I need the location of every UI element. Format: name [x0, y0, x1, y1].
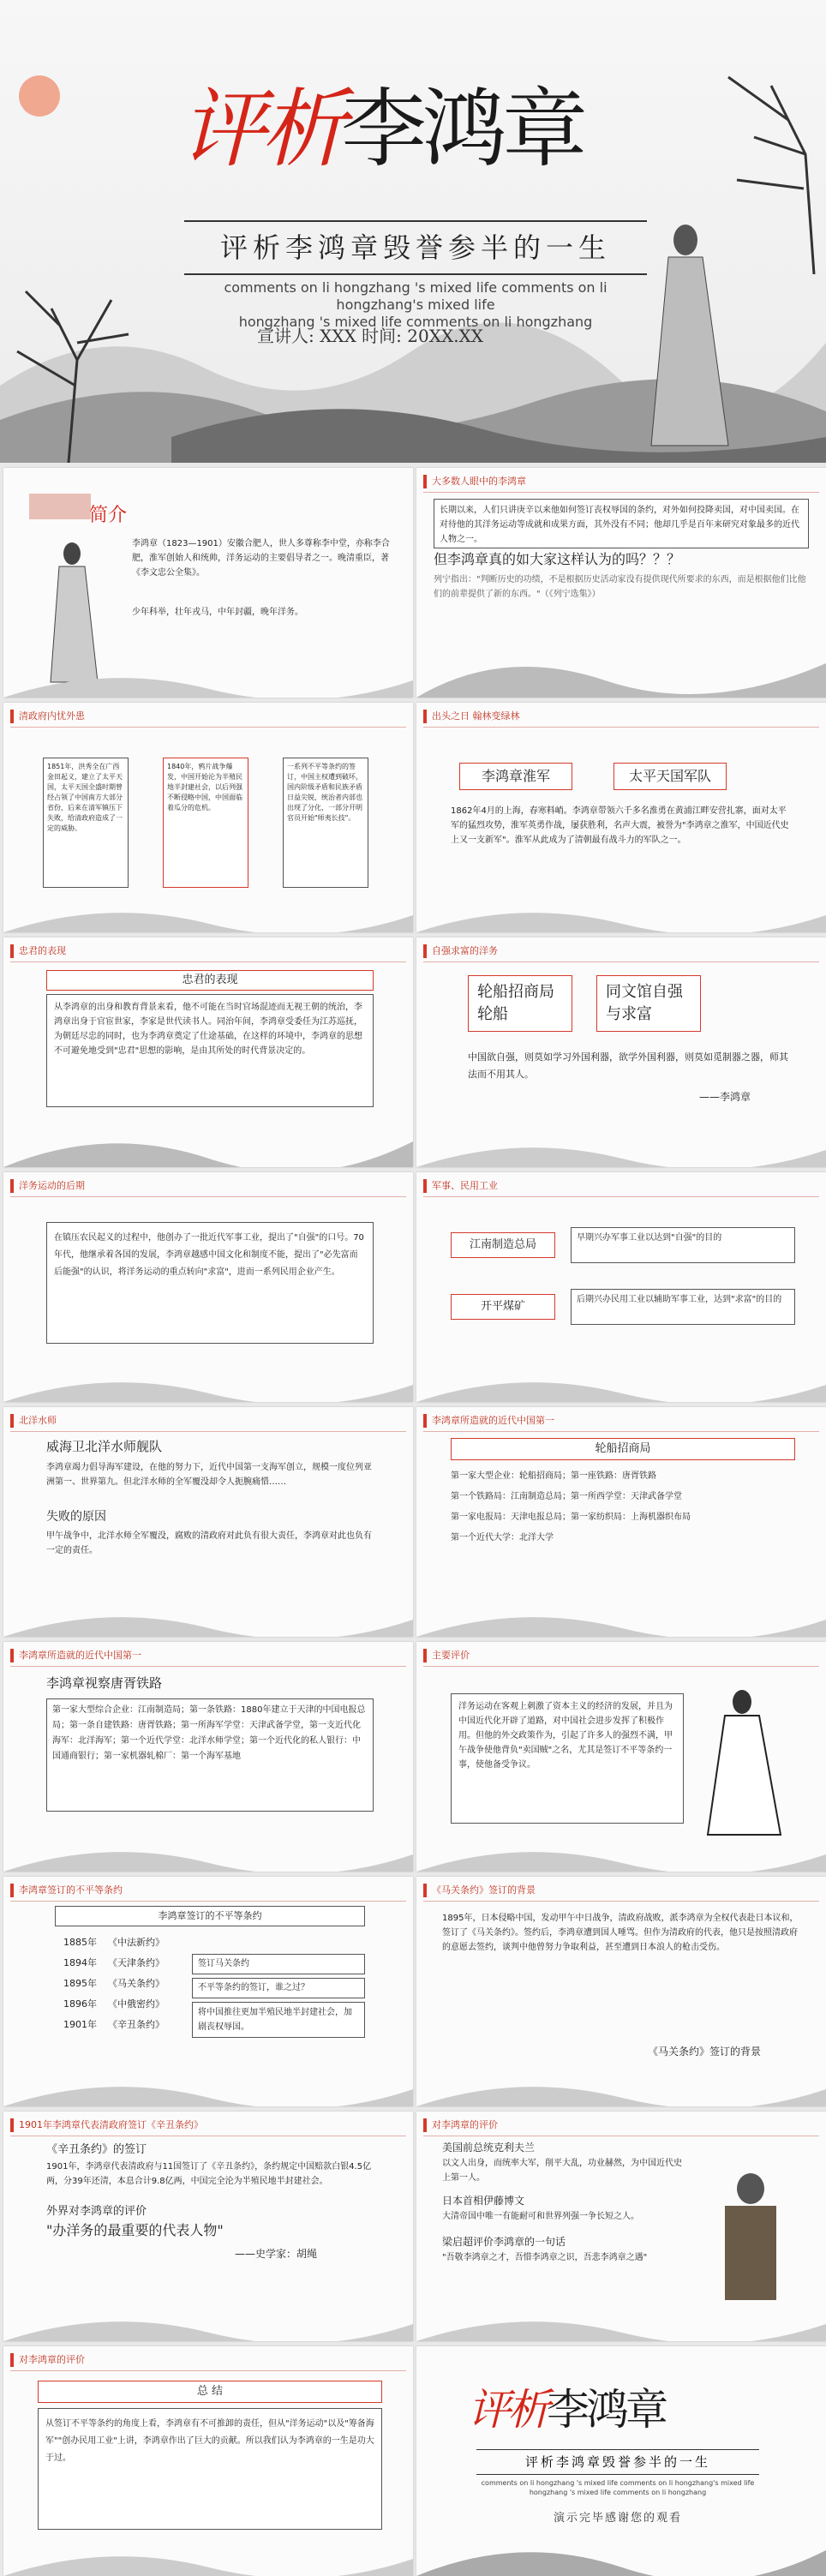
hills [3, 2542, 413, 2576]
slide-header [3, 2118, 413, 2134]
title-box: 总 结 [38, 2381, 382, 2403]
tag-kaiping: 开平煤矿 [451, 1294, 555, 1320]
column-box-3: 一系列不平等条约的签订，中国主权遭到破坏，国内阶级矛盾和民族矛盾日益尖锐，统治者内部也出现了分化，一部分开明官员开始"师夷长技"。 [283, 758, 368, 888]
header-title: 李鸿章所造就的近代中国第一 [432, 1415, 554, 1426]
treaty-year: 1896年 [63, 1998, 97, 2010]
header-title: 军事、民用工业 [432, 1180, 498, 1191]
header-title: 洋务运动的后期 [19, 1180, 85, 1191]
slide-summary [3, 2346, 413, 2576]
content-box: 从签订不平等条约的角度上看，李鸿章有不可推卸的责任，但从"洋务运动"以及"筹备海军""创办民用工业"上讲，李鸿章作出了巨大的贡献。所以我们认为李鸿章的一生是功大于过。 [38, 2408, 382, 2530]
slide-header [416, 1884, 826, 1899]
opinion-ito: 日本首相伊藤博文 [442, 2195, 525, 2207]
slide-header [416, 1649, 826, 1664]
slide-evaluation [416, 1642, 826, 1872]
slide-intro [3, 468, 413, 698]
slide-treaties [3, 1877, 413, 2106]
opinion-cleveland: 美国前总统克利夫兰 [442, 2142, 536, 2154]
column-box-2: 1840年，鸦片战争爆发，中国开始沦为半殖民地半封建社会，以后列强不断侵略中国，中国面临着瓜分的危机。 [163, 758, 248, 888]
hills [3, 898, 413, 932]
content-box: 第一家大型综合企业：江南制造局；第一条铁路：1880年建立于天津的中国电报总局；第一条自建铁路：唐胥铁路；第一所海军学堂：天津武备学堂，第一支近代化海军：北洋海军；第一个近代学堂：北洋水师学堂；第一个近代化的私人银行：中国通商银行；第一家机器轧棉厂：第一个海军基地 [46, 1698, 374, 1812]
hills [3, 1124, 413, 1167]
fleet-text: 李鸿章竭力倡导海军建设，在他的努力下，近代中国第一支海军创立，规模一度位列亚洲第一、世界第九。但北洋水师的全军覆没却令人扼腕痛惜…… [46, 1463, 372, 1487]
header-title: 出头之日 翰林变绿林 [432, 710, 520, 722]
treaty-year: 1894年 [63, 1957, 97, 1968]
slide-boxer-protocol [3, 2112, 413, 2341]
english-line-1: comments on li hongzhang 's mixed life comments on li hongzhang's mixed life [224, 279, 608, 313]
protocol-text: 1901年，李鸿章代表清政府与11国签订了《辛丑条约》，条约规定中国赔款白银4.5亿两，分39年还清，本息合计9.8亿两，中国完全沦为半殖民地半封建社会。 [46, 2162, 372, 2186]
treaty-name: 《中法新约》 [108, 1937, 165, 1948]
treaty-name: 《天津条约》 [108, 1957, 165, 1968]
slide-header [416, 944, 826, 960]
text-box-1: 早期兴办军事工业以达到"自强"的目的 [571, 1227, 795, 1263]
hills [416, 1837, 826, 1872]
note-box-3: 将中国推往更加半殖民地半封建社会，加剧丧权辱国。 [192, 2002, 365, 2038]
slide-header [416, 1179, 826, 1195]
table-title-box: 李鸿章签订的不平等条约 [55, 1906, 365, 1926]
sun-icon [19, 75, 60, 117]
title-box: 忠君的表现 [46, 970, 374, 991]
caption: 《马关条约》签订的背景 [648, 2046, 762, 2058]
opinion-ito-text: 大清帝国中唯一有能耐可和世界列强一争长短之人。 [442, 2212, 639, 2221]
failure-title: 失败的原因 [46, 1510, 106, 1524]
hills [416, 638, 826, 698]
slide-header [3, 1884, 413, 1899]
content-box: 洋务运动在客观上刺激了资本主义的经济的发展，并且为中国近代化开辟了道路，对中国社会进步发挥了积极作用。但他的外交政策作为，引起了许多人的强烈不满，甲午战争使他背负"卖国贼"之名，尤其是签订不平等条约一事，使他备受争议。 [451, 1693, 684, 1824]
hills [3, 663, 413, 698]
background-text: 1895年，日本侵略中国，发动甲午中日战争，清政府战败，派李鸿章为全权代表赴日本议和，签订了《马关条约》。签约后，李鸿章遭到国人唾骂。但作为清政府的代表，他只是按照清政府的意愿去签约，谈判中他曾努力争取利益，甚至遭到日本浪人的枪击受伤。 [442, 1914, 799, 1952]
header-title: 主要评价 [432, 1650, 470, 1661]
treaty-name: 《马关条约》 [108, 1978, 165, 1989]
slide-header [3, 1179, 413, 1195]
ending-english: comments on li hongzhang 's mixed life comments on li hongzhang's mixed life hongzhang 's mixed life comments on li hongzhang [481, 2479, 755, 2496]
tag-taiping: 太平天国军队 [614, 763, 727, 790]
header-title: 北洋水师 [19, 1415, 57, 1426]
english-line-2: hongzhang 's mixed life comments on li hongzhang [238, 314, 593, 330]
slide-later-stage [3, 1172, 413, 1402]
presenter-info: 宣讲人: XXX 时间: 20XX.XX [257, 326, 484, 346]
railway-title: 李鸿章视察唐胥铁路 [46, 1675, 163, 1691]
heading-bg [29, 494, 91, 519]
slide-header [3, 944, 413, 960]
first-item-1: 第一家大型企业：轮船招商局；第一座铁路：唐胥铁路 [451, 1471, 656, 1481]
failure-text: 甲午战争中，北洋水师全军覆没，腐败的清政府对此负有很大责任，李鸿章对此也负有一定的责任。 [46, 1531, 372, 1555]
fleet-title: 威海卫北洋水师舰队 [46, 1439, 163, 1454]
figure-illustration [617, 214, 754, 463]
protocol-title: 《辛丑条约》的签订 [46, 2143, 147, 2156]
outside-eval-title: 外界对李鸿章的评价 [46, 2205, 147, 2218]
note-box-1: 签订马关条约 [192, 1954, 365, 1974]
hills [416, 1133, 826, 1167]
intro-heading: 简介 [89, 505, 128, 526]
content-box: 在镇压农民起义的过程中，他创办了一批近代军事工业，提出了"自强"的口号。70年代，他继承着各国的发展，李鸿章越感中国文化和制度不能，提出了"必先富而后能强"的认识，将洋务运动的重点转向"求富"，进而一系列民用企业产生。 [46, 1222, 374, 1344]
hills [3, 1368, 413, 1402]
cover-tree-left [0, 257, 154, 463]
slide-header [3, 2353, 413, 2369]
event-text: 1862年4月的上海，春寒料峭。李鸿章带领六千多名淮勇在黄浦江畔安营扎寨，面对太平军的猛烈攻势，淮军英勇作战，屡获胜利，名声大震，被誉为"李鸿章之淮军，中国近代史上又一支新军"。淮军从此成为了清朝最有战斗力的军队之一。 [451, 806, 789, 845]
quote-text: 列宁指出："判断历史的功绩，不是根据历史活动家没有提供现代所要求的东西，而是根据他们比他们的前辈提供了新的东西。"（《列宁选集》） [434, 575, 806, 599]
hills [3, 2307, 413, 2341]
intro-text-2: 少年科举，壮年戎马，中年封疆，晚年洋务。 [132, 608, 303, 617]
header-title: 清政府内忧外患 [19, 710, 85, 722]
content-box: 从李鸿章的出身和教育背景来看，他不可能在当时官场混迹而无视王朝的统治，李鸿章出身于官宦世家，李家是世代读书人。同治年间，李鸿章受委任为江苏巡抚，为朝廷尽忠的同时，也为李鸿章奠定了仕途基础，在这样的环境中，李鸿章的思想不可避免地受到"忠君"思想的影响，是由其所处的时代背景决定的。 [46, 994, 374, 1107]
tag-jiangnan: 江南制造总局 [451, 1232, 555, 1258]
slide-header [3, 1649, 413, 1664]
eval-sign: ——史学家：胡绳 [235, 2248, 318, 2260]
opinion-liang: 梁启超评价李鸿章的一句话 [442, 2236, 566, 2248]
slide-firsts [416, 1407, 826, 1637]
title-red: 评析 [180, 79, 341, 179]
hills [416, 1368, 826, 1402]
opinion-liang-text: "吾敬李鸿章之才，吾惜李鸿章之识，吾悲李鸿章之遇" [442, 2253, 648, 2262]
cover-slide [0, 0, 826, 463]
first-item-3: 第一家电报局：天津电报总局；第一家纺织局：上海机器织布局 [451, 1513, 691, 1522]
title-box: 轮船招商局 [451, 1438, 795, 1460]
para-text: 长期以来，人们只讲庚辛以来他如何签订丧权辱国的条约，对外如何投降卖国，对中国卖国。在对待他的其洋务运动等成就和成果方面，其外没有不同；他却几乎是百年来研究对象最多的近代人物之一。 [440, 506, 799, 544]
slide-ending [416, 2346, 826, 2576]
slide-self-strength [416, 938, 826, 1167]
hills [416, 2072, 826, 2106]
header-title: 大多数人眼中的李鸿章 [432, 476, 526, 487]
cover-title [180, 60, 583, 183]
header-title: 李鸿章签订的不平等条约 [19, 1884, 123, 1896]
slide-crisis [3, 703, 413, 932]
slide-loyalty [3, 938, 413, 1167]
intro-text: 李鸿章（1823—1901）安徽合肥人，世人多尊称李中堂，亦称李合肥，淮军创始人和统帅，洋务运动的主要倡导者之一。晚清重臣，著《李文忠公全集》。 [132, 539, 390, 578]
eval-quote: "办洋务的最重要的代表人物" [46, 2222, 224, 2238]
header-title: 对李鸿章的评价 [432, 2119, 498, 2130]
treaty-year: 1901年 [63, 2019, 97, 2030]
header-title: 《马关条约》签订的背景 [432, 1884, 536, 1896]
column-box-1: 1851年，洪秀全在广西金田起义，建立了太平天国，太平天国全盛时期曾经占领了中国南方大部分省份，后来在清军镇压下失败，给清政府造成了一定的威胁。 [43, 758, 129, 888]
figure-illustration [699, 2163, 802, 2309]
title-black: 李鸿章 [341, 79, 583, 179]
tag-huai: 李鸿章淮军 [459, 763, 572, 790]
ending-subtitle: 评析李鸿章毁誉参半的一生 [476, 2449, 759, 2475]
hills [3, 1837, 413, 1872]
slide-header [416, 1414, 826, 1429]
slide-header [3, 710, 413, 725]
hills [416, 1603, 826, 1637]
opinion-cleveland-text: 以文人出身，而统率大军，削平大乱，功业赫然，为中国近代史上第一人。 [442, 2159, 682, 2183]
header-title: 1901年李鸿章代表清政府签订《辛丑条约》 [19, 2119, 203, 2130]
ending-title [468, 2375, 665, 2437]
question-text: 但李鸿章真的如大家这样认为的吗？？？ [434, 551, 681, 567]
text-box-2: 后期兴办民用工业以辅助军事工业，达到"求富"的目的 [571, 1289, 795, 1325]
treaty-year: 1895年 [63, 1978, 97, 1989]
slide-beiyang [3, 1407, 413, 1637]
hills [416, 898, 826, 932]
quote-text: 中国欲自强，则莫如学习外国利器，欲学外国利器，则莫如觅制器之器，师其法而不用其人。 [468, 1051, 788, 1080]
slide-railway [3, 1642, 413, 1872]
figure-illustration [699, 1685, 793, 1839]
tag-tongwen: 同文馆自强与求富 [596, 975, 701, 1032]
slide-opinions [416, 2112, 826, 2341]
treaty-name: 《辛丑条约》 [108, 2019, 165, 2030]
header-title: 自强求富的洋务 [432, 945, 498, 956]
first-item-2: 第一个铁路局：江南制造总局；第一所西学堂：天津武备学堂 [451, 1492, 682, 1501]
slide-shimonoseki [416, 1877, 826, 2106]
hills [3, 1603, 413, 1637]
slide-header [3, 1414, 413, 1429]
header-title: 忠君的表现 [19, 945, 66, 956]
content-box [434, 499, 809, 548]
slide-industry [416, 1172, 826, 1402]
cover-subtitle: 评析李鸿章毁誉参半的一生 [184, 220, 647, 275]
ending-title-red: 评析 [468, 2385, 547, 2435]
treaty-name: 《中俄密约》 [108, 1998, 165, 2010]
hills [416, 2307, 826, 2341]
slide-header [416, 2118, 826, 2134]
slide-header [416, 475, 826, 490]
first-item-4: 第一个近代大学：北洋大学 [451, 1533, 554, 1543]
thanks-text: 演示完毕感谢您的观看 [553, 2512, 682, 2525]
slide-huai-army [416, 703, 826, 932]
header-title: 李鸿章所造就的近代中国第一 [19, 1650, 141, 1661]
slide-header [416, 710, 826, 725]
note-box-2: 不平等条约的签订，谁之过？ [192, 1978, 365, 1998]
quote-sign: ——李鸿章 [699, 1091, 751, 1103]
tag-ship: 轮船招商局轮船 [468, 975, 572, 1032]
ending-title-black: 李鸿章 [547, 2385, 665, 2435]
slide-common-view [416, 468, 826, 698]
treaty-year: 1885年 [63, 1937, 97, 1948]
header-title: 对李鸿章的评价 [19, 2354, 85, 2365]
hills [3, 2072, 413, 2106]
